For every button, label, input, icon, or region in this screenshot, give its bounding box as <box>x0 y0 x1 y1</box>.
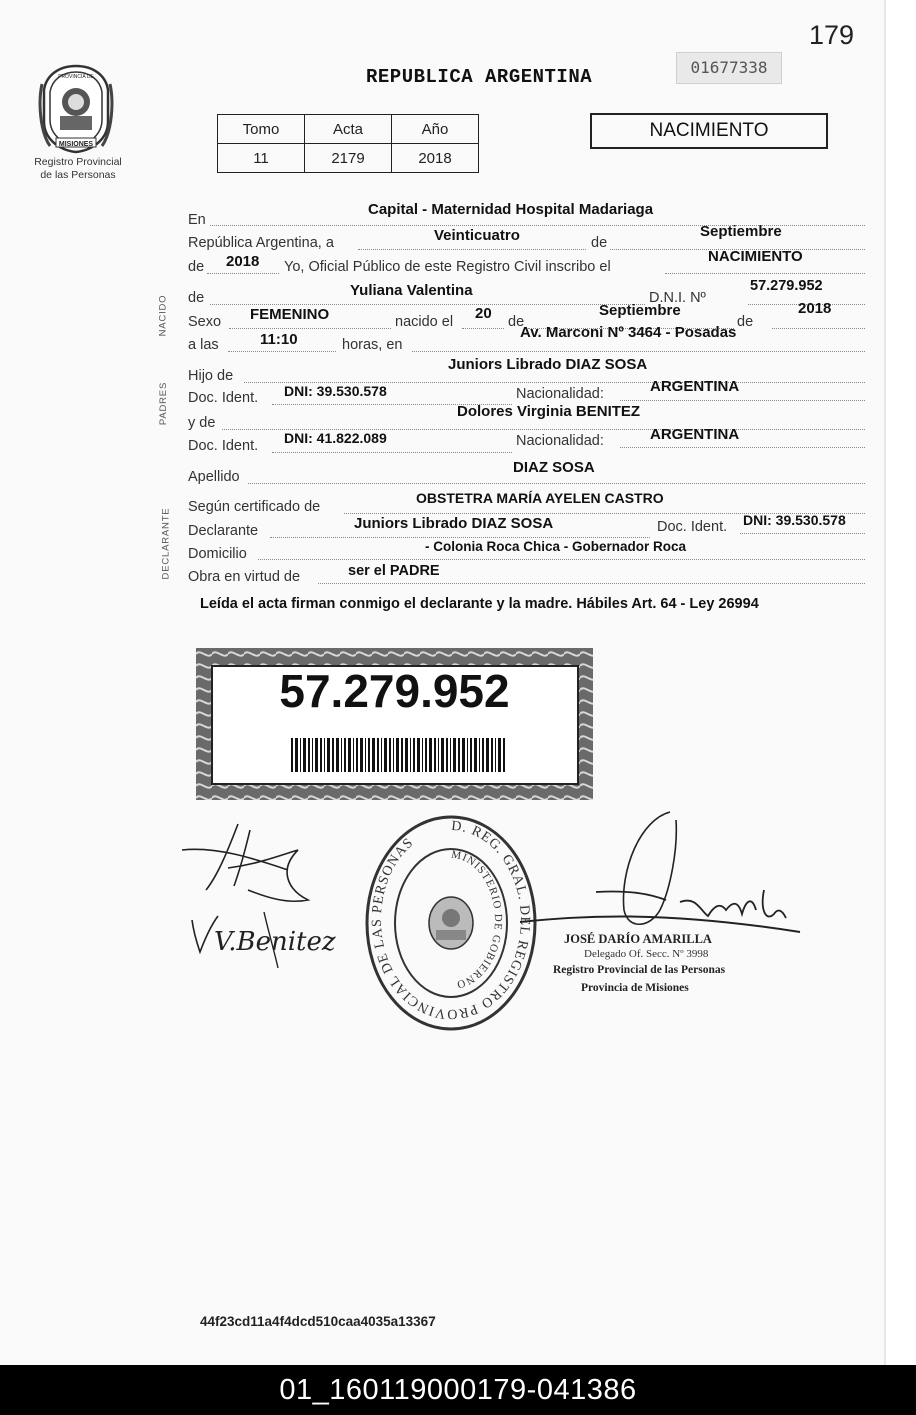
header-tomo: Tomo <box>218 115 305 144</box>
registry-value-row <box>218 144 479 173</box>
dotted-line <box>740 533 865 534</box>
field-birth-place: Av. Marconi Nº 3464 - Posadas <box>520 324 737 341</box>
side-label-padres: PADRES <box>158 381 170 426</box>
official-province: Provincia de Misiones <box>581 982 689 994</box>
field-child-dni: 57.279.952 <box>750 278 823 294</box>
label-de-5: de <box>737 314 754 330</box>
label-de-4: de <box>508 314 525 330</box>
label-nacido-el: nacido el <box>395 314 454 330</box>
field-birth-time: 11:10 <box>260 331 298 348</box>
field-obra: ser el PADRE <box>348 563 440 579</box>
dotted-line <box>258 559 865 560</box>
value-tomo: 11 <box>218 144 305 173</box>
field-birth-day: 20 <box>475 305 492 322</box>
mother-signature-text: V.Benitez <box>214 927 336 957</box>
stamp-outer-text: D. REG. GRAL. DEL REGISTRO PROVINCIAL DE LAS PERSONAS <box>369 818 532 1022</box>
header-ano: Año <box>392 115 479 144</box>
label-en: En <box>188 212 206 228</box>
dotted-line <box>318 583 865 584</box>
svg-text:PROVINCIA DE: PROVINCIA DE <box>58 74 94 80</box>
field-month: Septiembre <box>700 223 782 240</box>
label-doc-ident: Doc. Ident. <box>188 390 259 406</box>
agency-label <box>14 156 142 182</box>
dotted-line <box>229 328 391 329</box>
agency-line-2: de las Personas <box>40 169 116 181</box>
field-apellido: DIAZ SOSA <box>513 459 595 476</box>
dotted-line <box>207 273 279 274</box>
stamp-inner-text: MINISTERIO DE GOBIERNO <box>450 848 505 991</box>
label-hijo-de: Hijo de <box>188 368 234 384</box>
closing-statement: Leída el acta firman conmigo el declarante y la madre. Hábiles Art. 64 - Ley 26994 <box>200 596 759 612</box>
field-child-name: Yuliana Valentina <box>350 282 473 299</box>
label-dni: D.N.I. Nº <box>649 290 706 306</box>
page-number: 179 <box>808 20 854 50</box>
field-certificate-issuer: OBSTETRA MARÍA AYELEN CASTRO <box>416 490 664 506</box>
field-declarante-name: Juniors Librado DIAZ SOSA <box>354 515 554 532</box>
side-label-declarante: DECLARANTE <box>160 507 172 580</box>
dotted-line <box>620 400 865 401</box>
label-y-de: y de <box>188 415 216 431</box>
registry-table <box>217 114 479 173</box>
dotted-line <box>772 328 865 329</box>
dni-sticker-number: 57.279.952 <box>279 665 510 717</box>
dotted-line <box>210 304 645 305</box>
field-inscribo: NACIMIENTO <box>708 248 803 265</box>
footer-document-id: 01_160119000179-041386 <box>0 1365 916 1415</box>
field-domicilio: - Colonia Roca Chica - Gobernador Roca <box>425 539 687 554</box>
field-sexo: FEMENINO <box>250 306 330 323</box>
dotted-line <box>228 351 336 352</box>
label-declarante: Declarante <box>188 523 259 539</box>
dotted-line <box>412 351 865 352</box>
label-de: de <box>591 235 608 251</box>
act-type-box: NACIMIENTO <box>590 113 828 149</box>
label-de-3: de <box>188 290 205 306</box>
label-sexo: Sexo <box>188 314 222 330</box>
label-domicilio: Domicilio <box>188 546 247 562</box>
field-declarante-doc: DNI: 39.530.578 <box>743 512 846 528</box>
field-mother-name: Dolores Virginia BENITEZ <box>457 403 641 420</box>
label-de-2: de <box>188 259 205 275</box>
label-oficial: Yo, Oficial Público de este Registro Civil inscribo el <box>284 259 611 275</box>
dotted-line <box>270 537 650 538</box>
value-ano: 2018 <box>392 144 479 173</box>
agency-line-1: Registro Provincial <box>34 156 122 168</box>
label-doc-ident-2: Doc. Ident. <box>188 438 259 454</box>
official-signature <box>520 810 810 950</box>
label-nacionalidad: Nacionalidad: <box>516 386 604 402</box>
side-label-nacido: NACIDO <box>157 294 169 337</box>
dotted-line <box>620 447 865 448</box>
label-nacionalidad-2: Nacionalidad: <box>516 433 604 449</box>
value-acta: 2179 <box>305 144 392 173</box>
field-father-doc: DNI: 39.530.578 <box>284 383 387 399</box>
document-hash: 44f23cd11a4f4dcd510caa4035a13367 <box>200 1314 436 1329</box>
official-name: JOSÉ DARÍO AMARILLA <box>564 932 712 946</box>
registry-header-row <box>218 115 479 144</box>
label-a-las: a las <box>188 337 219 353</box>
label-horas: horas, en <box>342 337 403 353</box>
official-agency: Registro Provincial de las Personas <box>553 964 726 976</box>
label-apellido: Apellido <box>188 469 240 485</box>
field-birth-year: 2018 <box>798 300 832 317</box>
field-mother-nationality: ARGENTINA <box>650 426 740 443</box>
field-father-nationality: ARGENTINA <box>650 378 740 395</box>
label-obra: Obra en virtud de <box>188 569 301 585</box>
dotted-line <box>358 249 586 250</box>
label-republica: República Argentina, a <box>188 235 334 251</box>
header-acta: Acta <box>305 115 392 144</box>
field-day: Veinticuatro <box>434 227 520 244</box>
dotted-line <box>462 328 504 329</box>
svg-text:MISIONES: MISIONES <box>58 141 94 148</box>
dotted-line <box>665 273 865 274</box>
dotted-line <box>248 483 865 484</box>
official-role: Delegado Of. Secc. Nº 3998 <box>584 948 709 960</box>
field-birth-month: Septiembre <box>599 302 681 319</box>
field-year: 2018 <box>226 253 260 270</box>
official-stamp <box>362 812 540 1034</box>
declarant-signature <box>178 820 336 970</box>
field-mother-doc: DNI: 41.822.089 <box>284 430 387 446</box>
document-title: REPUBLICA ARGENTINA <box>366 66 593 88</box>
label-segun-certificado: Según certificado de <box>188 499 321 515</box>
label-doc-ident-3: Doc. Ident. <box>657 519 728 535</box>
serial-number: 01677338 <box>676 52 782 84</box>
field-place-of-registration: Capital - Maternidad Hospital Madariaga <box>368 201 654 218</box>
field-father-name: Juniors Librado DIAZ SOSA <box>448 356 648 373</box>
provincial-seal-icon <box>36 62 116 154</box>
dotted-line <box>272 452 512 453</box>
